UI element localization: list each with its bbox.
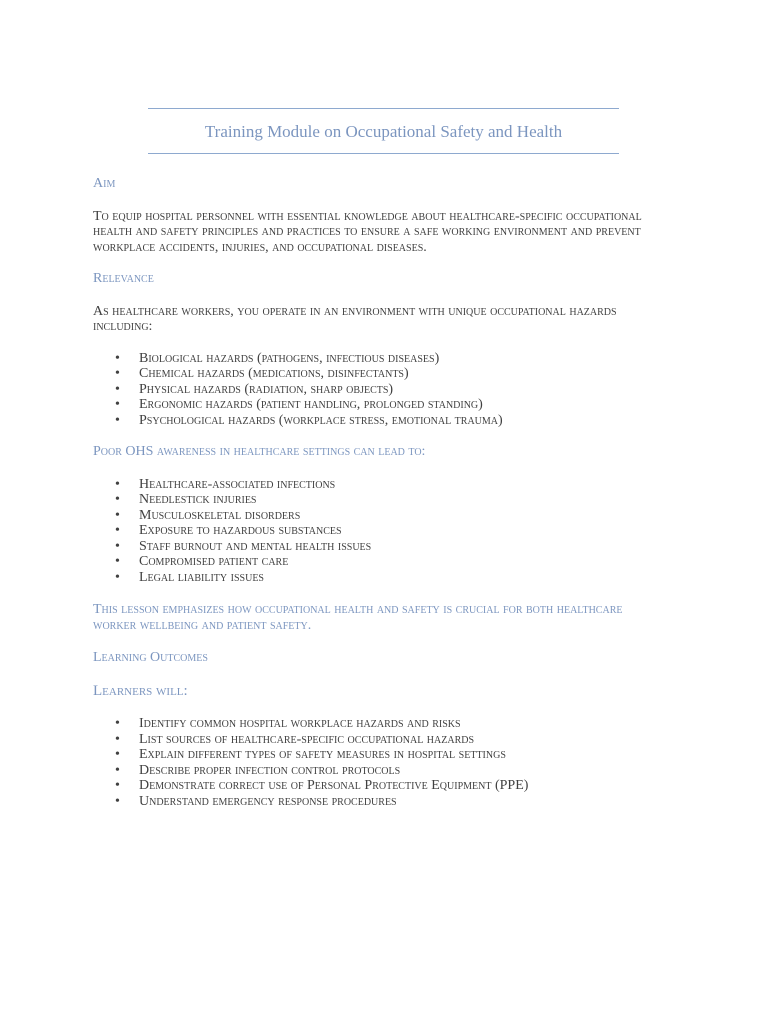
document-body [93, 176, 653, 809]
relevance-heading: Relevance [93, 271, 154, 286]
list-item: • Musculoskeletal disorders [139, 508, 653, 524]
list-item: • Psychological hazards (workplace stress, emotional trauma) [139, 413, 653, 429]
list-item: • Describe proper infection control protocols [139, 763, 653, 779]
outcomes-subheading: Learners will: [93, 682, 188, 699]
emphasis-text: This lesson emphasizes how occupational health and safety is crucial for both healthcare worker wellbeing and patient safety. [93, 602, 623, 633]
list-item: • Ergonomic hazards (patient handling, prolonged standing) [139, 397, 653, 413]
aim-text: To equip hospital personnel with essential knowledge about healthcare-specific occupational health and safety principles and practices to ensure a safe working environment and prevent workplace accidents, injuries, and occupational diseases. [93, 208, 642, 255]
list-item: • Staff burnout and mental health issues [139, 539, 653, 555]
list-item: • Understand emergency response procedures [139, 794, 653, 810]
list-item: • Needlestick injuries [139, 492, 653, 508]
outcomes-list [93, 716, 653, 809]
consequences-heading: Poor OHS awareness in healthcare settings can lead to: [93, 444, 426, 459]
title-block [148, 108, 619, 154]
list-item: • Healthcare-associated infections [139, 477, 653, 493]
list-item: • Biological hazards (pathogens, infectious diseases) [139, 351, 653, 367]
list-item: • List sources of healthcare-specific occupational hazards [139, 732, 653, 748]
list-item: • Physical hazards (radiation, sharp objects) [139, 382, 653, 398]
hazards-list [93, 351, 653, 429]
list-item: • Compromised patient care [139, 554, 653, 570]
consequences-list [93, 477, 653, 586]
list-item: • Identify common hospital workplace hazards and risks [139, 716, 653, 732]
list-item: • Exposure to hazardous substances [139, 523, 653, 539]
outcomes-heading: Learning Outcomes [93, 650, 208, 665]
list-item: • Legal liability issues [139, 570, 653, 586]
aim-heading: Aim [93, 176, 116, 191]
list-item: • Chemical hazards (medications, disinfectants) [139, 366, 653, 382]
list-item: • Demonstrate correct use of Personal Protective Equipment (PPE) [139, 778, 653, 794]
document-title: Training Module on Occupational Safety and Health [204, 122, 563, 141]
relevance-intro: As healthcare workers, you operate in an environment with unique occupational hazards including: [93, 303, 617, 334]
list-item: • Explain different types of safety measures in hospital settings [139, 747, 653, 763]
